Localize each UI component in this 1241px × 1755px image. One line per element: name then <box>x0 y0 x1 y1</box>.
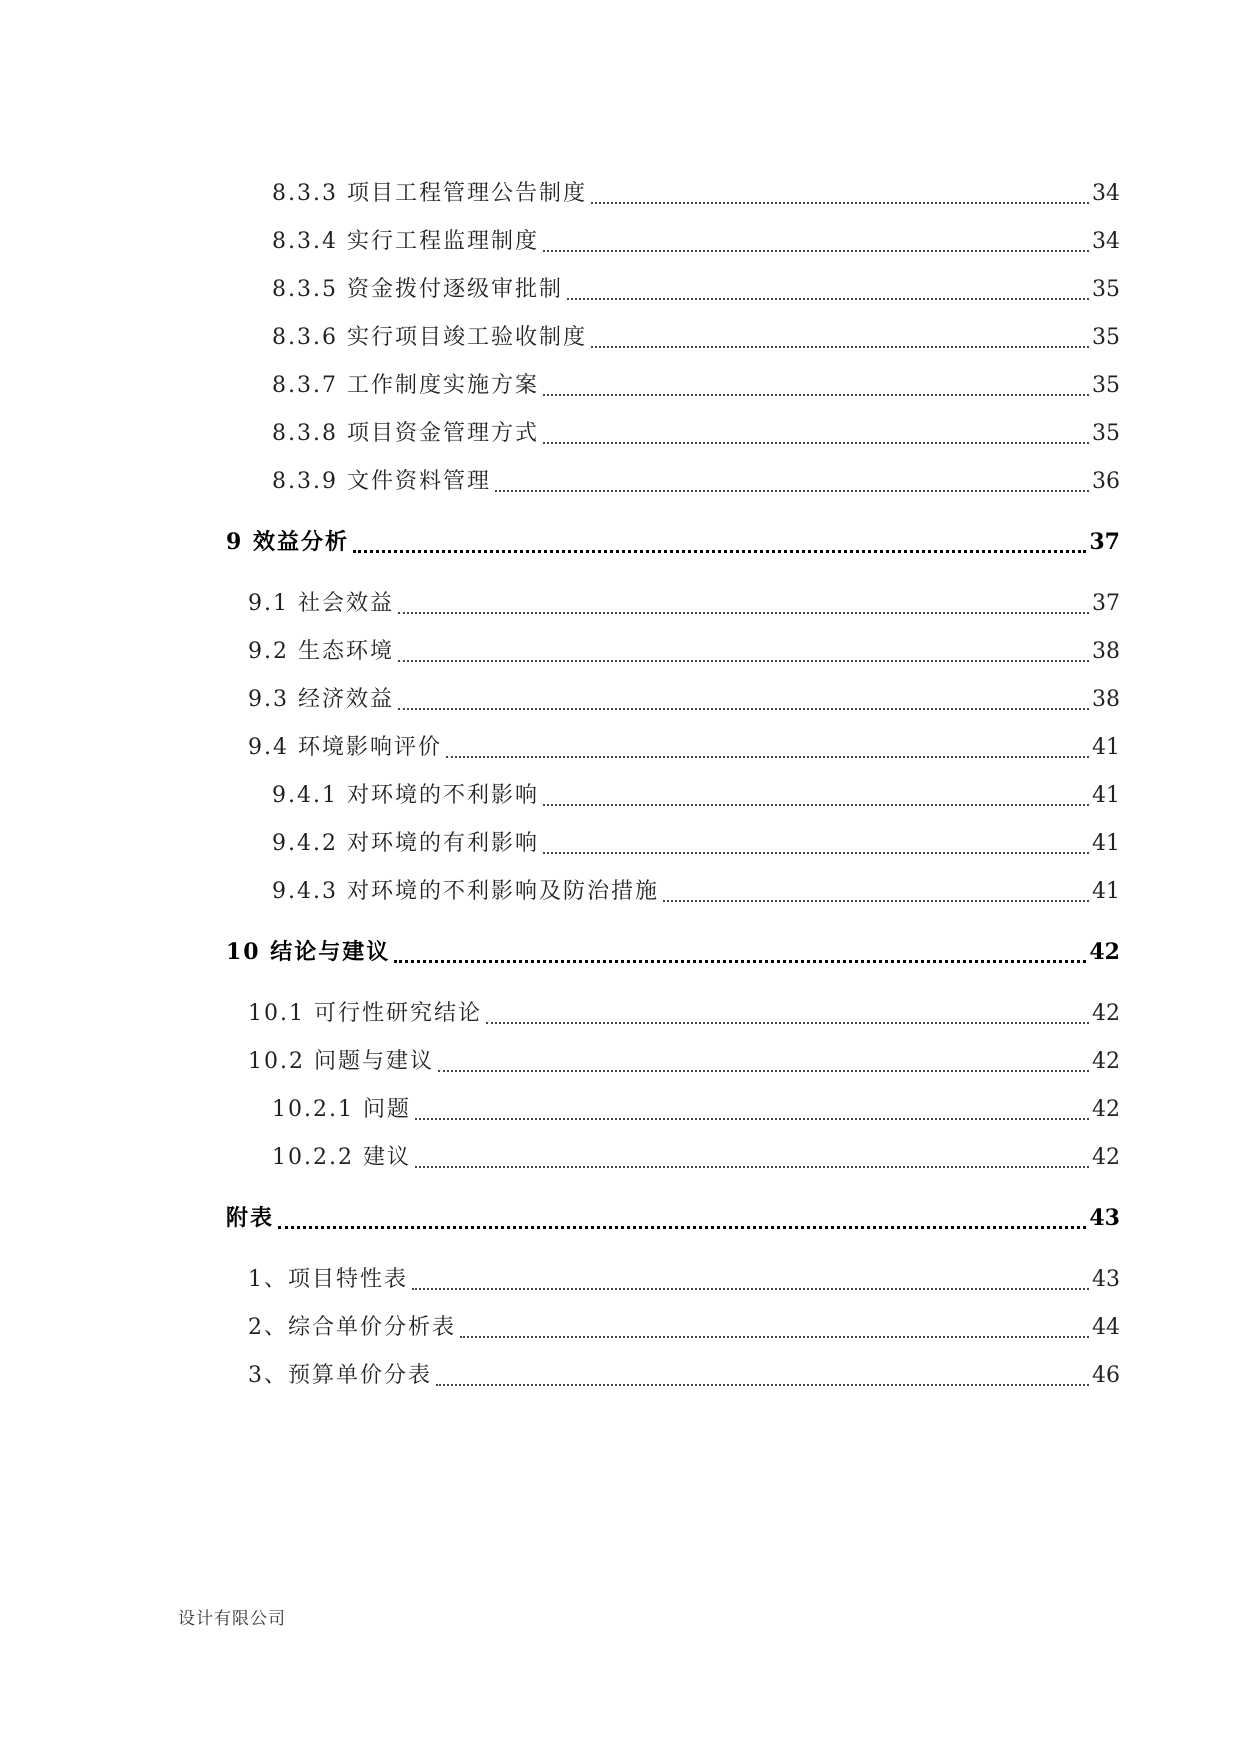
toc-page-number: 38 <box>1092 687 1120 712</box>
toc-page-number: 41 <box>1092 879 1120 904</box>
dot-leader <box>398 612 1089 614</box>
toc-entry-label: 8.3.7 工作制度实施方案 <box>272 373 539 398</box>
toc-entry-label: 1、项目特性表 <box>248 1267 408 1292</box>
toc-entry-appendix-1[interactable] <box>226 1262 1120 1296</box>
toc-entry-label: 10.1 可行性研究结论 <box>248 1001 482 1026</box>
toc-entry-label: 9.4 环境影响评价 <box>248 735 442 760</box>
toc-entry-10-2[interactable] <box>226 1044 1120 1078</box>
toc-page-number: 34 <box>1092 181 1120 206</box>
toc-entry-label: 9.4.3 对环境的不利影响及防治措施 <box>272 879 659 904</box>
toc-page-number: 42 <box>1092 1001 1120 1026</box>
toc-entry-9-4-2[interactable] <box>226 826 1120 860</box>
toc-entry-9-4[interactable] <box>226 730 1120 764</box>
toc-page-number: 35 <box>1092 277 1120 302</box>
dot-leader <box>663 900 1089 902</box>
dot-leader <box>278 1226 1086 1229</box>
toc-entry-label: 10.2.2 建议 <box>272 1145 411 1170</box>
toc-entry-label: 8.3.4 实行工程监理制度 <box>272 229 539 254</box>
toc-entry-label: 9.2 生态环境 <box>248 639 394 664</box>
toc-page-number: 41 <box>1092 783 1120 808</box>
toc-entry-10-2-1[interactable] <box>226 1092 1120 1126</box>
toc-entry-10-1[interactable] <box>226 996 1120 1030</box>
toc-entry-8-3-7[interactable] <box>226 368 1120 402</box>
toc-page-number: 35 <box>1092 325 1120 350</box>
toc-entry-label: 10.2 问题与建议 <box>248 1049 434 1074</box>
toc-entry-label: 8.3.8 项目资金管理方式 <box>272 421 539 446</box>
dot-leader <box>543 394 1089 396</box>
toc-page-number: 41 <box>1092 735 1120 760</box>
toc-page-number: 37 <box>1092 591 1120 616</box>
toc-entry-label: 10 结论与建议 <box>226 939 391 965</box>
dot-leader <box>394 960 1086 963</box>
toc-entry-9-4-3[interactable] <box>226 874 1120 908</box>
dot-leader <box>415 1118 1089 1120</box>
toc-entry-label: 8.3.6 实行项目竣工验收制度 <box>272 325 587 350</box>
dot-leader <box>460 1336 1089 1338</box>
dot-leader <box>438 1070 1089 1072</box>
toc-entry-label: 9.4.2 对环境的有利影响 <box>272 831 539 856</box>
toc-entry-label: 9 效益分析 <box>226 529 349 555</box>
dot-leader <box>567 298 1089 300</box>
dot-leader <box>446 756 1089 758</box>
toc-entry-label: 8.3.9 文件资料管理 <box>272 469 491 494</box>
toc-page-number: 34 <box>1092 229 1120 254</box>
dot-leader <box>353 550 1086 553</box>
toc-entry-label: 9.1 社会效益 <box>248 591 394 616</box>
dot-leader <box>591 346 1089 348</box>
toc-entry-8-3-6[interactable] <box>226 320 1120 354</box>
toc-page-number: 35 <box>1092 373 1120 398</box>
toc-entry-label: 3、预算单价分表 <box>248 1363 432 1388</box>
toc-entry-appendix-3[interactable] <box>226 1358 1120 1392</box>
toc-chapter-10[interactable] <box>226 935 1120 969</box>
toc-entry-label: 8.3.5 资金拨付逐级审批制 <box>272 277 563 302</box>
toc-entry-label: 9.4.1 对环境的不利影响 <box>272 783 539 808</box>
toc-page-number: 38 <box>1092 639 1120 664</box>
toc-entry-8-3-4[interactable] <box>226 224 1120 258</box>
toc-entry-label: 10.2.1 问题 <box>272 1097 411 1122</box>
toc-page-number: 42 <box>1092 1097 1120 1122</box>
toc-page-number: 43 <box>1092 1267 1120 1292</box>
toc-entry-8-3-3[interactable] <box>226 176 1120 210</box>
toc-entry-10-2-2[interactable] <box>226 1140 1120 1174</box>
toc-entry-label: 9.3 经济效益 <box>248 687 394 712</box>
toc-entry-label: 附表 <box>226 1205 275 1231</box>
dot-leader <box>436 1384 1089 1386</box>
dot-leader <box>398 660 1089 662</box>
toc-page-number: 41 <box>1092 831 1120 856</box>
dot-leader <box>495 490 1089 492</box>
toc-page-number: 43 <box>1089 1205 1120 1231</box>
toc-page-number: 42 <box>1092 1145 1120 1170</box>
toc-entry-8-3-8[interactable] <box>226 416 1120 450</box>
dot-leader <box>543 250 1089 252</box>
dot-leader <box>415 1166 1089 1168</box>
page-footer: 设计有限公司 <box>178 1609 286 1629</box>
toc-entry-9-2[interactable] <box>226 634 1120 668</box>
toc-entry-8-3-9[interactable] <box>226 464 1120 498</box>
toc-entry-9-3[interactable] <box>226 682 1120 716</box>
dot-leader <box>398 708 1089 710</box>
toc-entry-8-3-5[interactable] <box>226 272 1120 306</box>
toc-page-number: 46 <box>1092 1363 1120 1388</box>
toc-page-number: 35 <box>1092 421 1120 446</box>
toc-chapter-9[interactable] <box>226 525 1120 559</box>
dot-leader <box>591 202 1089 204</box>
toc-page-number: 42 <box>1089 939 1120 965</box>
toc-page-number: 36 <box>1092 469 1120 494</box>
dot-leader <box>543 804 1089 806</box>
toc-page-number: 42 <box>1092 1049 1120 1074</box>
toc-entry-9-1[interactable] <box>226 586 1120 620</box>
toc-page-number: 44 <box>1092 1315 1120 1340</box>
toc-entry-label: 2、综合单价分析表 <box>248 1315 456 1340</box>
toc-page-number: 37 <box>1089 529 1120 555</box>
dot-leader <box>543 852 1089 854</box>
dot-leader <box>543 442 1089 444</box>
dot-leader <box>412 1288 1089 1290</box>
toc-chapter-appendix[interactable] <box>226 1201 1120 1235</box>
toc-entry-9-4-1[interactable] <box>226 778 1120 812</box>
toc-entry-label: 8.3.3 项目工程管理公告制度 <box>272 181 587 206</box>
toc-entry-appendix-2[interactable] <box>226 1310 1120 1344</box>
dot-leader <box>486 1022 1089 1024</box>
